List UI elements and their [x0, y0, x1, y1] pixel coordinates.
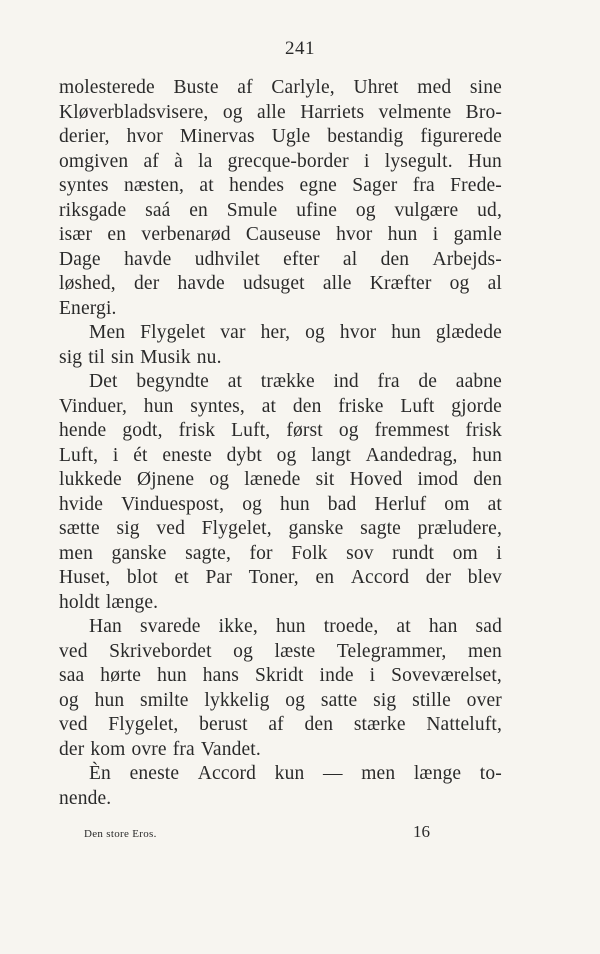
text-line: Dage havde udhvilet efter al den Arbejds- [59, 248, 502, 270]
page-number: 241 [285, 38, 315, 59]
text-line: der kom ovre fra Vandet. [59, 738, 261, 760]
text-line: især en verbenarød Causeuse hvor hun i gamle [59, 224, 502, 245]
text-line: molesterede Buste af Carlyle, Uhret med sine [59, 77, 502, 98]
text-line: Èn eneste Accord kun — men længe to- [89, 763, 502, 784]
signature-number: 16 [413, 822, 430, 841]
text-line: hende godt, frisk Luft, først og fremmest frisk [59, 420, 502, 441]
text-line: sig til sin Musik nu. [59, 346, 222, 368]
text-line: Men Flygelet var her, og hvor hun glædede [89, 322, 502, 343]
text-line: ved Skrivebordet og læste Telegrammer, men [59, 640, 502, 662]
text-line: syntes næsten, at hendes egne Sager fra Frede- [59, 175, 502, 196]
text-line: og hun smilte lykkelig og satte sig stille over [59, 689, 502, 711]
body-text [59, 76, 502, 811]
text-line: riksgade saá en Smule ufine og vulgære ud, [59, 199, 502, 221]
text-line: hvide Vinduespost, og hun bad Herluf om at [59, 493, 502, 515]
text-line: Han svarede ikke, hun troede, at han sad [89, 616, 502, 637]
text-line: omgiven af à la grecque-border i lysegult. Hun [59, 150, 502, 172]
text-line: nende. [59, 787, 112, 809]
footer-book-title: Den store Eros. [84, 828, 157, 840]
text-line: derier, hvor Minervas Ugle bestandig figurerede [59, 126, 502, 147]
text-line: Luft, i ét eneste dybt og langt Aandedrag, hun [59, 444, 502, 466]
page-footer [84, 822, 430, 842]
text-line: lukkede Øjnene og lænede sit Hoved imod den [59, 469, 502, 490]
text-line: men ganske sagte, for Folk sov rundt om i [59, 542, 502, 564]
text-line: løshed, der havde udsuget alle Kræfter og al [59, 273, 502, 294]
text-line: Det begyndte at trække ind fra de aabne [89, 371, 502, 392]
text-line: Energi. [59, 297, 117, 319]
text-line: Vinduer, hun syntes, at den friske Luft gjorde [59, 395, 502, 417]
text-line: Kløverbladsvisere, og alle Harriets velmente Bro- [59, 101, 502, 123]
text-line: Huset, blot et Par Toner, en Accord der blev [59, 567, 502, 588]
text-line: ved Flygelet, berust af den stærke Natteluft, [59, 714, 502, 735]
text-line: holdt længe. [59, 591, 159, 613]
text-line: saa hørte hun hans Skridt inde i Soveværelset, [59, 665, 502, 686]
text-line: sætte sig ved Flygelet, ganske sagte præludere, [59, 518, 502, 539]
